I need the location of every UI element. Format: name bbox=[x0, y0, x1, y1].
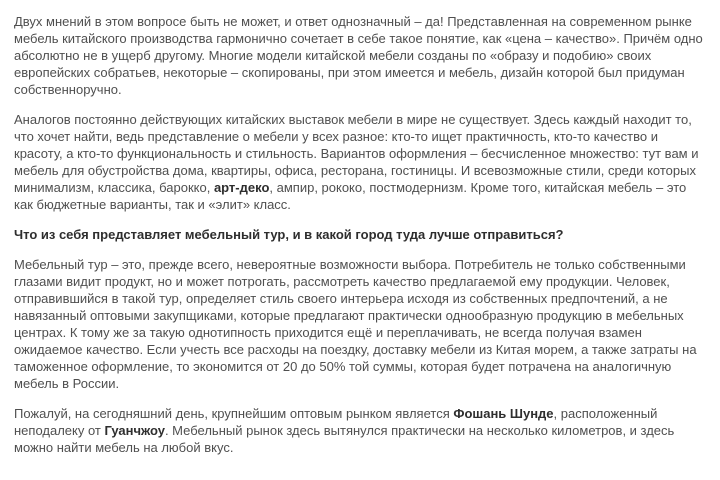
text-run: Аналогов постоянно действующих китайских выставок мебели в мире не существует. Здесь каждый находит то, что хочет найти, ведь представление о мебели у всех разное: кто-то ищет практичность, кто-то качество и красоту, а кто-то функциональность и стильность. Вариантов оформления – бесчисленное множество: тут вам и мебель для обустройства дома, квартиры, офиса, ресторана, гостиницы. И всевозможные стили, среди которых минимализм, классика, барокко, bbox=[14, 112, 699, 195]
text-run: Двух мнений в этом вопросе быть не может, и ответ однозначный – да! Представленная на современном рынке мебель китайского производства гармонично сочетает в себе такое понятие, как «цена – качество». Причём одно абсолютно не в ущерб другому. Многие модели китайской мебели созданы по «образу и подобию» своих европейских собратьев, некоторые – скопированы, при этом имеется и мебель, дизайн которой был придуман собственноручно. bbox=[14, 14, 703, 97]
paragraph-furniture-tour bbox=[14, 256, 705, 392]
bold-text-run: Фошань Шунде bbox=[453, 406, 554, 421]
bold-text-run: Гуанчжоу bbox=[104, 423, 165, 438]
bold-text-run: Что из себя представляет мебельный тур, и в какой город туда лучше отправиться? bbox=[14, 227, 564, 242]
paragraph-foshan-market bbox=[14, 405, 705, 456]
text-run: , ампир, рококо, постмодернизм. Кроме того, китайская мебель – это как бюджетные варианты, так и «элит» класс. bbox=[14, 180, 687, 212]
bold-text-run: арт-деко bbox=[213, 180, 270, 195]
paragraph-exhibitions bbox=[14, 111, 705, 213]
text-run: Мебельный тур – это, прежде всего, невероятные возможности выбора. Потребитель не только собственными глазами видит продукт, но и может потрогать, рассмотреть качество предлагаемой ему продукции. Человек, отправившийся в такой тур, определяет стиль своего интерьера исходя из собственных предпочтений, а не навязанный оптовыми закупщиками, которые предлагают практически однообразную продукцию в мебельных центрах. К тому же за такую однотипность приходится ещё и переплачивать, не всегда получая взамен ожидаемое качество. Если учесть все расходы на поездку, доставку мебели из Китая морем, а также затраты на таможенное оформление, то экономится от 20 до 50% той суммы, которая будет потрачена на аналогичную мебель в России. bbox=[14, 257, 697, 391]
text-run: , расположенный неподалеку от bbox=[14, 406, 658, 438]
section-heading bbox=[14, 226, 705, 243]
paragraph-intro bbox=[14, 13, 705, 98]
text-run: . Мебельный рынок здесь вытянулся практически на несколько километров, и здесь можно найти мебель на любой вкус. bbox=[14, 423, 675, 455]
text-run: Пожалуй, на сегодняшний день, крупнейшим оптовым рынком является bbox=[14, 406, 454, 421]
